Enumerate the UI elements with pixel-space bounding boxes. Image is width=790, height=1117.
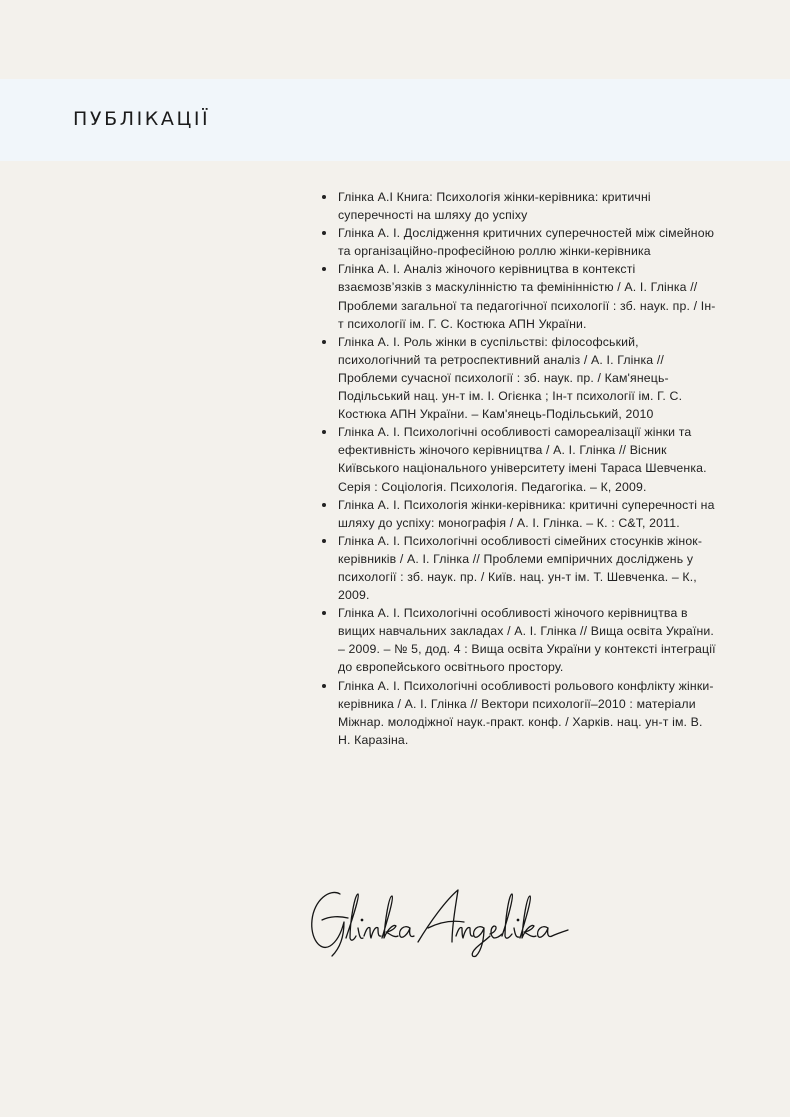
publication-item: Глінка А. І. Психологія жінки-керівника: критичні суперечності на шляху до успіху: монографія / А. І. Глінка. – К. : С&Т, 2011.	[338, 496, 718, 532]
publication-list	[338, 188, 718, 749]
publication-item: Глінка А. І. Дослідження критичних суперечностей між сімейною та організаційно-професійною роллю жінки-керівника	[338, 224, 718, 260]
publication-item: Глінка А. І. Психологічні особливості рольового конфлікту жінки-керівника / А. І. Глінка // Вектори психології–2010 : матеріали Міжнар. молодіжної наук.-практ. конф. / Харків. нац. ун-т ім. В. Н. Каразіна.	[338, 677, 718, 749]
publication-item: Глінка А. І. Психологічні особливості самореалізації жінки та ефективність жіночого керівництва / А. І. Глінка // Вісник Київського національного університету імені Тараса Шевченка. Серія : Соціологія. Психологія. Педагогіка. – К, 2009.	[338, 423, 718, 495]
publication-item: Глінка А. І. Психологічні особливості сімейних стосунків жінок-керівників / А. І. Глінка // Проблеми емпіричних досліджень у психології : зб. наук. пр. / Київ. нац. ун-т ім. Т. Шевченка. – К., 2009.	[338, 532, 718, 604]
publication-item: Глінка А. І. Психологічні особливості жіночого керівництва в вищих навчальних закладах / А. І. Глінка // Вища освіта України. – 2009. – № 5, дод. 4 : Вища освіта України у контексті інтеграції до європейського освітнього простору.	[338, 604, 718, 676]
handwritten-signature	[300, 880, 580, 960]
publication-item: Глінка А.І Книга: Психологія жінки-керівника: критичні суперечності на шляху до успіху	[338, 188, 718, 224]
page-title: ПУБЛІКАЦІЇ	[73, 108, 211, 130]
publication-item: Глінка А. І. Аналіз жіночого керівництва в контексті взаємозв’язків з маскулінністю та фемінінністю / А. І. Глінка // Проблеми загальної та педагогічної психології : зб. наук. пр. / Ін-т психології ім. Г. С. Костюка АПН України.	[338, 260, 718, 332]
publication-item: Глінка А. І. Роль жінки в суспільстві: філософський, психологічний та ретроспективний аналіз / А. І. Глінка // Проблеми сучасної психології : зб. наук. пр. / Кам'янець-Подільський нац. ун-т ім. І. Огієнка ; Ін-т психології ім. Г. С. Костюка АПН України. – Кам'янець-Подільський, 2010	[338, 333, 718, 423]
